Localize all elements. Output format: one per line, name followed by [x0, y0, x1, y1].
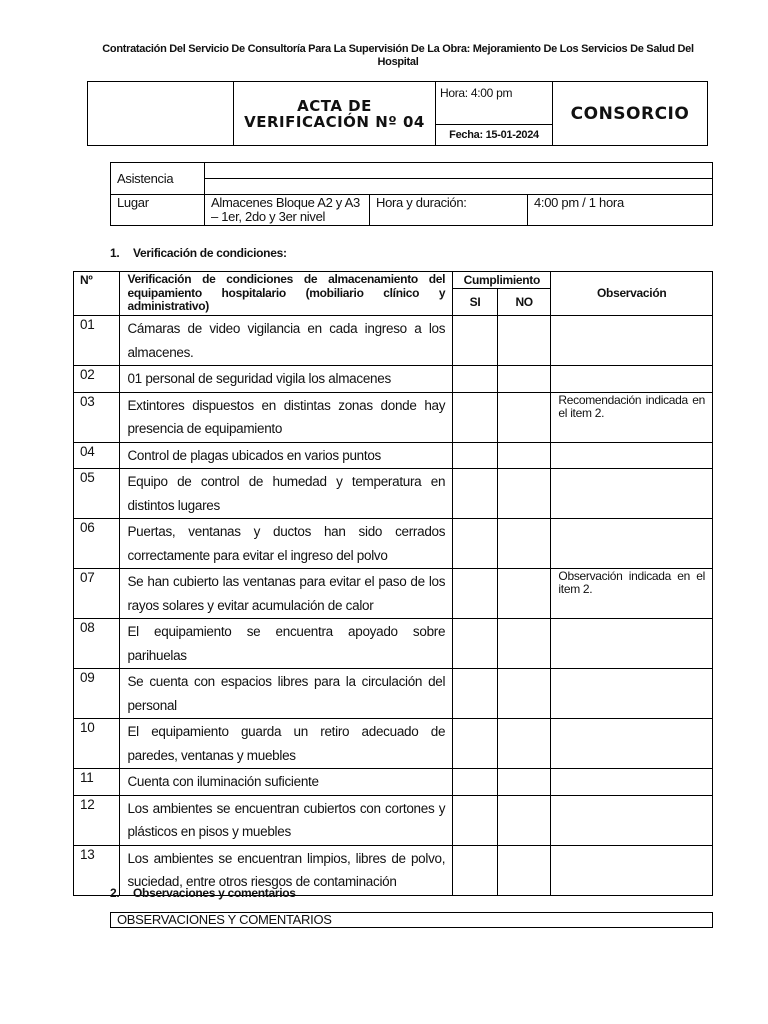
- row-desc: Cámaras de video vigilancia en cada ingreso a los almacenes.: [120, 316, 453, 366]
- table-row: [74, 442, 713, 469]
- row-si-cell[interactable]: [453, 795, 498, 845]
- row-no-cell[interactable]: [497, 442, 551, 469]
- col-cumplimiento-header: Cumplimiento: [453, 272, 551, 289]
- verification-table: [73, 271, 713, 896]
- row-si-cell[interactable]: [453, 769, 498, 796]
- table-row: [74, 795, 713, 845]
- row-obs: [551, 769, 713, 796]
- table-row: [74, 719, 713, 769]
- row-num: 13: [74, 845, 120, 895]
- section-1-title: [110, 246, 287, 260]
- row-num: 01: [74, 316, 120, 366]
- row-obs: [551, 316, 713, 366]
- row-no-cell[interactable]: [497, 795, 551, 845]
- lugar-label: Lugar: [111, 195, 205, 226]
- asistencia-label: Asistencia: [111, 163, 205, 195]
- section-2-text: Observaciones y comentarios: [133, 886, 296, 900]
- row-obs: [551, 519, 713, 569]
- row-desc: Los ambientes se encuentran limpios, libres de polvo, suciedad, entre otros riesgos de contaminación: [120, 845, 453, 895]
- observaciones-table: [110, 912, 713, 928]
- row-si-cell[interactable]: [453, 469, 498, 519]
- row-no-cell[interactable]: [497, 719, 551, 769]
- row-obs: [551, 669, 713, 719]
- col-obs-header: Observación: [551, 272, 713, 316]
- row-num: 05: [74, 469, 120, 519]
- table-row: [74, 469, 713, 519]
- row-desc: Equipo de control de humedad y temperatura en distintos lugares: [120, 469, 453, 519]
- table-row: [74, 519, 713, 569]
- row-num: 06: [74, 519, 120, 569]
- row-no-cell[interactable]: [497, 469, 551, 519]
- col-si-header: SI: [453, 289, 498, 316]
- consorcio-label: CONSORCIO: [553, 82, 708, 146]
- row-no-cell[interactable]: [497, 392, 551, 442]
- row-obs: Observación indicada en el item 2.: [551, 569, 713, 619]
- row-obs: [551, 845, 713, 895]
- lugar-value: Almacenes Bloque A2 y A3 – 1er, 2do y 3er nivel: [205, 195, 370, 226]
- row-num: 11: [74, 769, 120, 796]
- row-obs: [551, 366, 713, 393]
- section-1-text: Verificación de condiciones:: [133, 246, 287, 260]
- asistencia-value-1: [205, 163, 713, 179]
- row-desc: Cuenta con iluminación suficiente: [120, 769, 453, 796]
- table-row: [74, 619, 713, 669]
- row-no-cell[interactable]: [497, 619, 551, 669]
- logo-cell: [88, 82, 234, 146]
- row-desc: El equipamiento guarda un retiro adecuado de paredes, ventanas y muebles: [120, 719, 453, 769]
- acta-title: [234, 82, 436, 146]
- row-si-cell[interactable]: [453, 392, 498, 442]
- section-1-number: 1.: [110, 246, 120, 260]
- acta-title-line2: VERIFICACIÓN Nº 04: [244, 112, 425, 131]
- row-si-cell[interactable]: [453, 619, 498, 669]
- observaciones-header: OBSERVACIONES Y COMENTARIOS: [111, 913, 713, 928]
- row-desc: Los ambientes se encuentran cubiertos con cortones y plásticos en pisos y muebles: [120, 795, 453, 845]
- row-num: 12: [74, 795, 120, 845]
- section-2-title: [110, 886, 296, 900]
- row-obs: [551, 719, 713, 769]
- row-si-cell[interactable]: [453, 442, 498, 469]
- row-si-cell[interactable]: [453, 719, 498, 769]
- col-no-header: NO: [497, 289, 551, 316]
- col-desc-header: Verificación de condiciones de almacenamiento del equipamiento hospitalario (mobiliario clínico y administrativo): [120, 272, 453, 316]
- row-no-cell[interactable]: [497, 569, 551, 619]
- asistencia-value-2: [205, 179, 713, 195]
- row-no-cell[interactable]: [497, 669, 551, 719]
- hora-cell: Hora: 4:00 pm: [436, 82, 553, 125]
- hora-duracion-label: Hora y duración:: [370, 195, 528, 226]
- row-num: 08: [74, 619, 120, 669]
- table-row: [74, 366, 713, 393]
- row-no-cell[interactable]: [497, 845, 551, 895]
- header-box: [87, 81, 708, 146]
- table-row: [74, 669, 713, 719]
- row-num: 03: [74, 392, 120, 442]
- row-desc: Extintores dispuestos en distintas zonas donde hay presencia de equipamiento: [120, 392, 453, 442]
- row-obs: Recomendación indicada en el item 2.: [551, 392, 713, 442]
- row-num: 04: [74, 442, 120, 469]
- row-obs: [551, 469, 713, 519]
- row-no-cell[interactable]: [497, 366, 551, 393]
- row-no-cell[interactable]: [497, 519, 551, 569]
- fecha-cell: Fecha: 15-01-2024: [436, 125, 553, 146]
- document-title: Contratación Del Servicio De Consultoría Para La Supervisión De La Obra: Mejoramiento De Los Servicios De Salud Del Hospital: [102, 43, 694, 68]
- table-row: [74, 769, 713, 796]
- table-row: [74, 569, 713, 619]
- table-row: [74, 316, 713, 366]
- row-num: 07: [74, 569, 120, 619]
- row-si-cell[interactable]: [453, 569, 498, 619]
- row-si-cell[interactable]: [453, 519, 498, 569]
- col-num-header: Nº: [74, 272, 120, 316]
- row-no-cell[interactable]: [497, 769, 551, 796]
- acta-title-line1: ACTA DE: [297, 96, 372, 115]
- row-desc: 01 personal de seguridad vigila los almacenes: [120, 366, 453, 393]
- row-si-cell[interactable]: [453, 845, 498, 895]
- row-num: 02: [74, 366, 120, 393]
- row-desc: Se cuenta con espacios libres para la circulación del personal: [120, 669, 453, 719]
- row-desc: Se han cubierto las ventanas para evitar el paso de los rayos solares y evitar acumulación de calor: [120, 569, 453, 619]
- section-2-number: 2.: [110, 886, 120, 900]
- info-table: [110, 162, 713, 226]
- row-desc: Control de plagas ubicados en varios puntos: [120, 442, 453, 469]
- row-obs: [551, 795, 713, 845]
- row-si-cell[interactable]: [453, 669, 498, 719]
- row-si-cell[interactable]: [453, 316, 498, 366]
- row-obs: [551, 442, 713, 469]
- row-desc: El equipamiento se encuentra apoyado sobre parihuelas: [120, 619, 453, 669]
- row-num: 10: [74, 719, 120, 769]
- row-no-cell[interactable]: [497, 316, 551, 366]
- row-obs: [551, 619, 713, 669]
- row-num: 09: [74, 669, 120, 719]
- table-row: [74, 392, 713, 442]
- row-desc: Puertas, ventanas y ductos han sido cerrados correctamente para evitar el ingreso del polvo: [120, 519, 453, 569]
- hora-duracion-value: 4:00 pm / 1 hora: [528, 195, 713, 226]
- row-si-cell[interactable]: [453, 366, 498, 393]
